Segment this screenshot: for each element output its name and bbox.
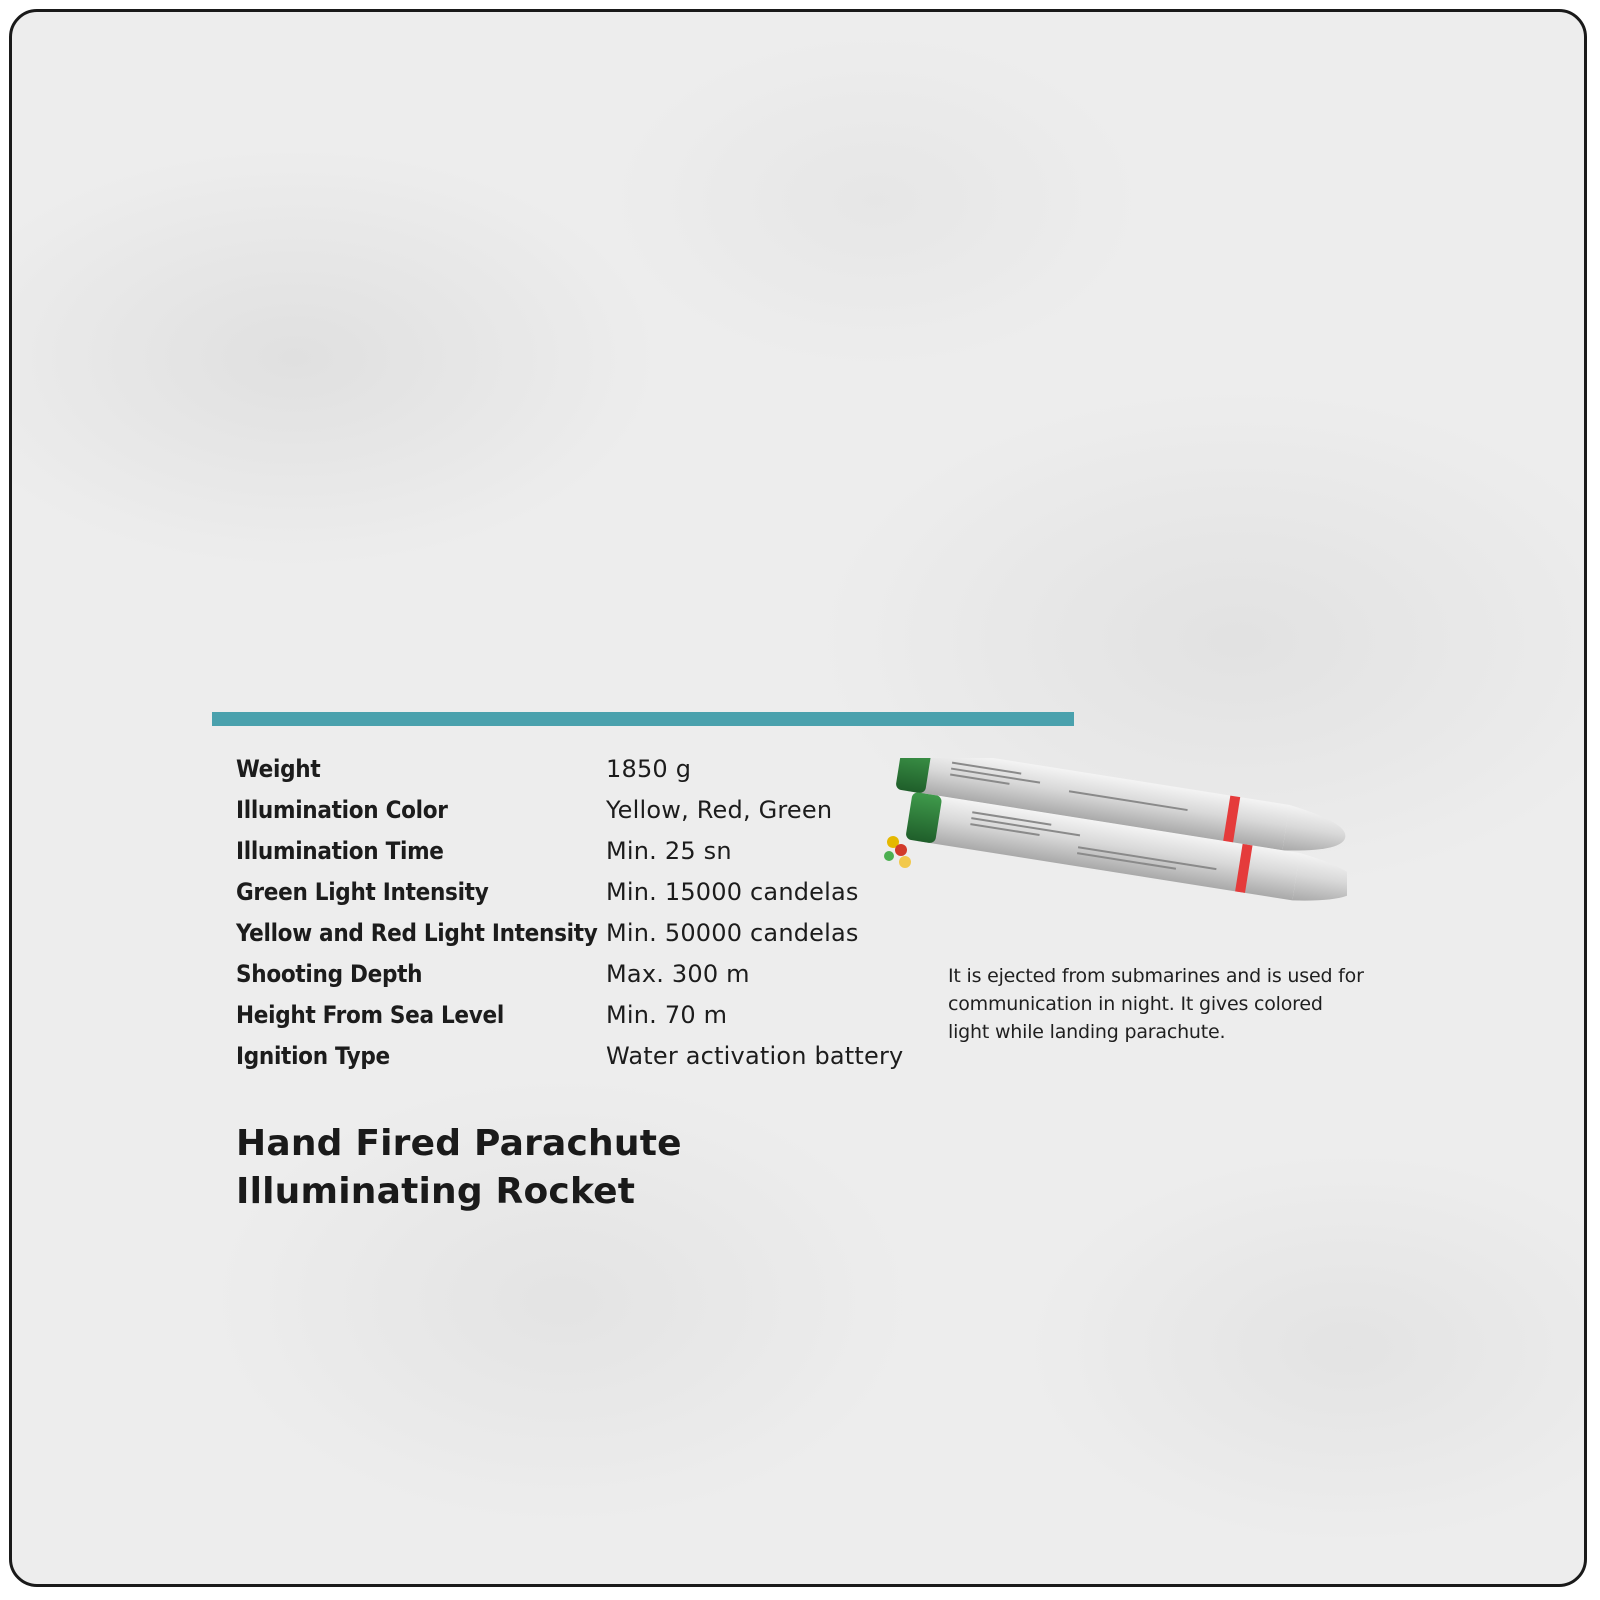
product-section (212, 712, 1364, 1212)
spec-value: Min. 15000 candelas (606, 877, 859, 906)
spec-label: Illumination Color (236, 795, 448, 824)
spec-value: Min. 70 m (606, 1000, 728, 1029)
spec-row (236, 953, 916, 994)
spec-row (236, 748, 916, 789)
page-frame (9, 9, 1587, 1587)
spec-value: Water activation battery (606, 1041, 904, 1070)
spec-value: Max. 300 m (606, 959, 750, 988)
spec-table (236, 748, 916, 1076)
spec-value: 1850 g (606, 754, 692, 783)
spec-row (236, 994, 916, 1035)
spec-row (236, 871, 916, 912)
spec-value: Min. 25 sn (606, 836, 732, 865)
spec-value: Yellow, Red, Green (606, 795, 833, 824)
product-title (236, 1120, 682, 1216)
spec-row (236, 912, 916, 953)
spec-label: Shooting Depth (236, 959, 423, 988)
spec-row (236, 1035, 916, 1076)
spec-label: Green Light Intensity (236, 877, 489, 906)
spec-row (236, 830, 916, 871)
product-description: It is ejected from submarines and is used for communication in night. It gives colored light while landing parachute. (948, 965, 1364, 1043)
spec-row (236, 789, 916, 830)
rocket-image (877, 758, 1347, 918)
spec-label: Ignition Type (236, 1041, 390, 1070)
spec-label: Height From Sea Level (236, 1000, 505, 1029)
product-title-line-2: Illuminating Rocket (236, 1171, 636, 1212)
spec-label: Illumination Time (236, 836, 444, 865)
accent-bar (212, 712, 1074, 726)
spec-label: Yellow and Red Light Intensity (236, 918, 598, 947)
product-title-line-1: Hand Fired Parachute (236, 1123, 682, 1164)
spec-value: Min. 50000 candelas (606, 918, 859, 947)
spec-label: Weight (236, 754, 321, 783)
